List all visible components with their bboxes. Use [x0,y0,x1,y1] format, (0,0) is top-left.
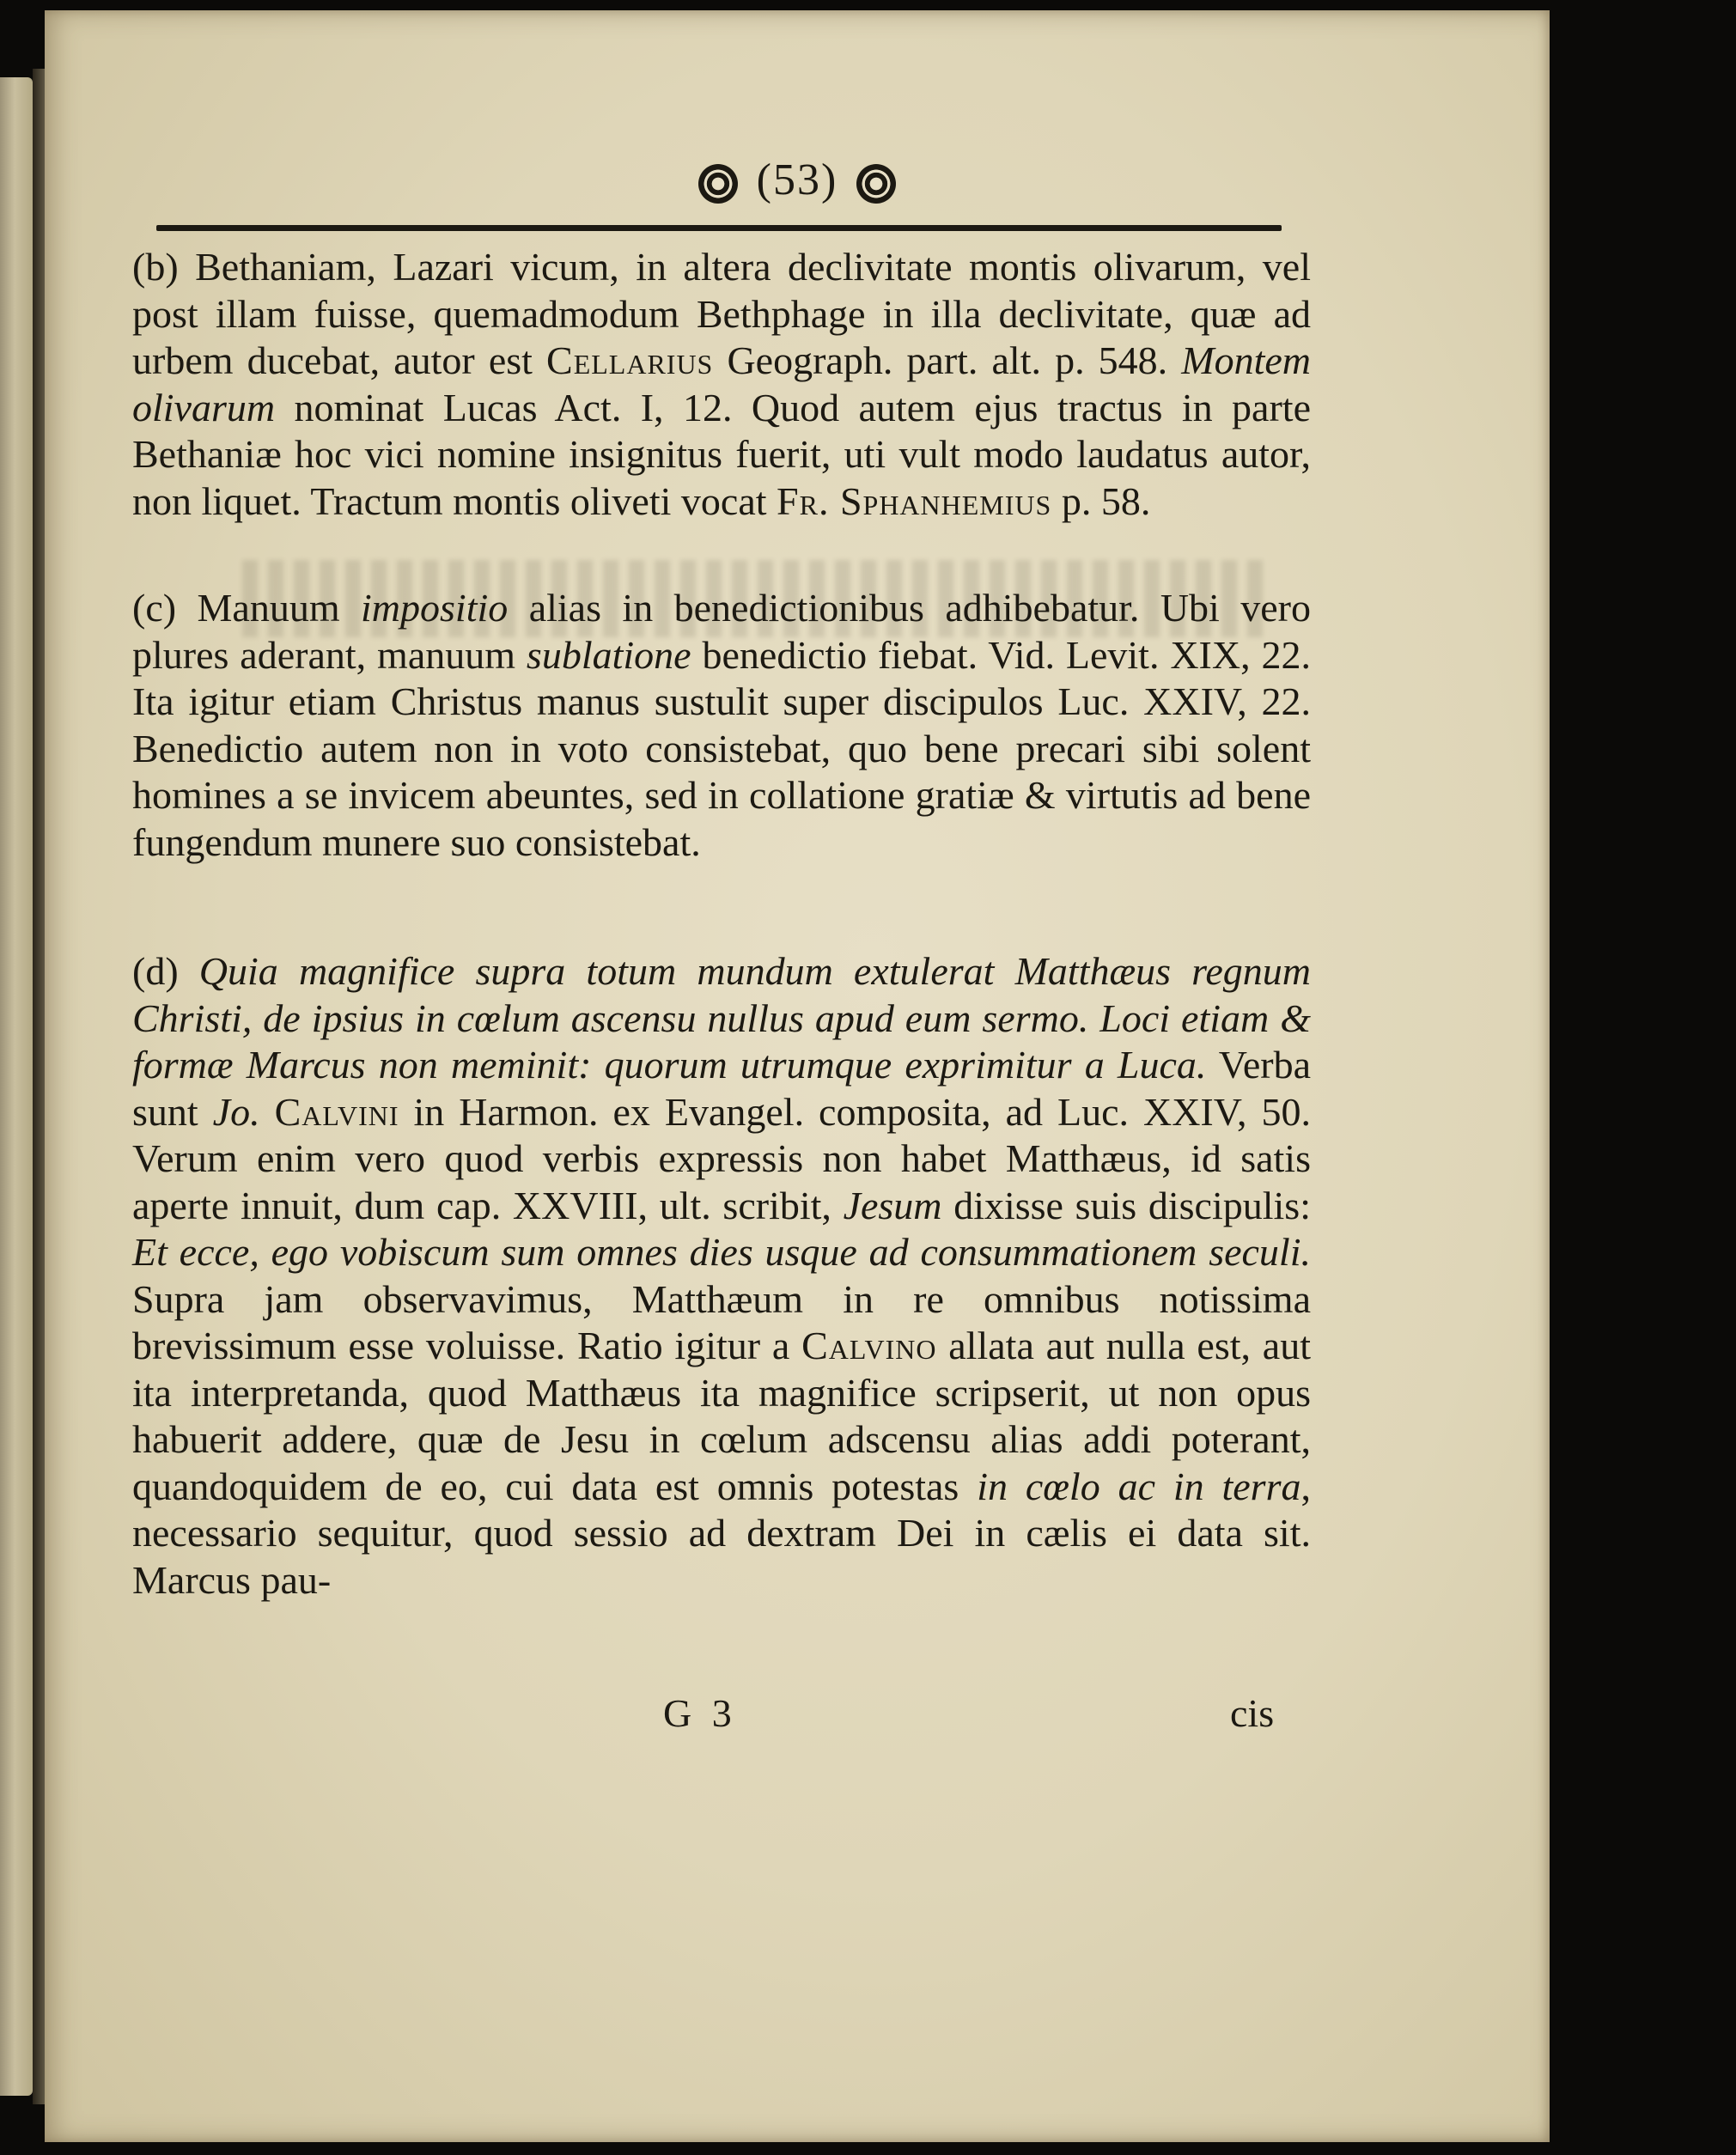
italic-phrase: Jo. [212,1089,260,1134]
signature-mark: G 3 [663,1691,737,1735]
italic-phrase: Et ecce, ego vobiscum sum omnes dies usque ad consummationem seculi. [132,1230,1311,1274]
footnote-d [132,948,1311,1604]
previous-page-edge [0,77,33,2096]
author-name: Fr. Sphanhemius [777,478,1052,523]
italic-phrase: impositio [361,586,509,630]
page-number: (53) [756,155,838,204]
italic-phrase: Jesum [843,1183,942,1227]
author-name: Calvino [801,1324,937,1367]
italic-phrase: Montem olivarum [132,338,1311,429]
author-name: Calvini [274,1089,399,1134]
footnote-text: allata aut nulla est, aut ita interpretanda, quod Matthæus ita magnifice scripserit, ut non opus habuerit addere, quæ de Jesu in cœlum adscensu alias addi poterant, quandoquidem de eo, cui data est omnis potestas [132,1324,1312,1508]
footnotes-body [132,244,1311,1604]
book-page [45,10,1550,2142]
footnote-text: Supra jam observavimus, Matthæum in re omnibus notissima brevissimum esse voluisse. Ratio igitur a [132,1276,1311,1367]
catchword: cis [1230,1691,1275,1735]
footnote-label: (c) [132,586,177,630]
running-head [45,155,1550,205]
fleuron-ornament-left-icon [698,164,738,204]
italic-phrase: in cœlo ac in terra [977,1464,1301,1508]
footnote-text: alias in benedictionibus adhibebatur. Ubi vero plures aderant, manuum [132,586,1312,677]
footnote-label: (b) [132,245,179,289]
footnote-label: (d) [132,949,179,993]
footnote-text: dixisse suis discipulis: [941,1183,1311,1227]
footnote-text: in Harmon. ex Evangel. composita, ad Luc. XXIV, 50. Verum enim vero quod verbis expressis non habet Matthæus, id satis aperte innuit, dum cap. XXVIII, ult. scribit, [132,1089,1312,1227]
author-name: Cellarius [546,338,714,382]
footnote-text: Verba sunt [132,1043,1311,1134]
footnote-text: Bethaniam, Lazari vicum, in altera declivitate montis olivarum, vel post illam fuisse, quemadmodum Bethphage in illa declivitate, quæ ad urbem ducebat, autor est [132,245,1311,382]
italic-phrase: Quia magnifice supra totum mundum extulerat Matthæus regnum Christi, de ipsius in cœlum ascensu nullus apud eum sermo. Loci etiam & formæ Marcus non meminit: quorum utrumque exprimitur a Luca. [132,949,1312,1087]
footnote-text: p. 58. [1051,478,1151,523]
italic-phrase: sublatione [526,632,691,677]
footnote-text: benedictio fiebat. Vid. Levit. XIX, 22. Ita igitur etiam Christus manus sustulit super discipulos Luc. XXIV, 22. Benedictio autem non in voto consistebat, quo bene precari sibi solent homines a se invicem abeuntes, sed in collatione gratiæ & virtutis ad bene fungendum munere suo consistebat. [132,632,1311,864]
footnote-text: , necessario sequitur, quod sessio ad dextram Dei in cælis ei data sit. Marcus pau- [132,1464,1311,1602]
header-rule [156,225,1282,231]
footnote-text: Geograph. part. alt. p. 548. [713,338,1182,382]
footnote-text: nominat Lucas Act. I, 12. Quod autem ejus tractus in parte Bethaniæ hoc vici nomine insignitus fuerit, uti vult modo laudatus autor, non liquet. Tractum montis oliveti vocat [132,385,1311,523]
fleuron-ornament-right-icon [856,164,896,204]
footnote-c [132,585,1311,866]
footnote-b [132,244,1311,525]
footnote-text: Manuum [197,586,362,630]
